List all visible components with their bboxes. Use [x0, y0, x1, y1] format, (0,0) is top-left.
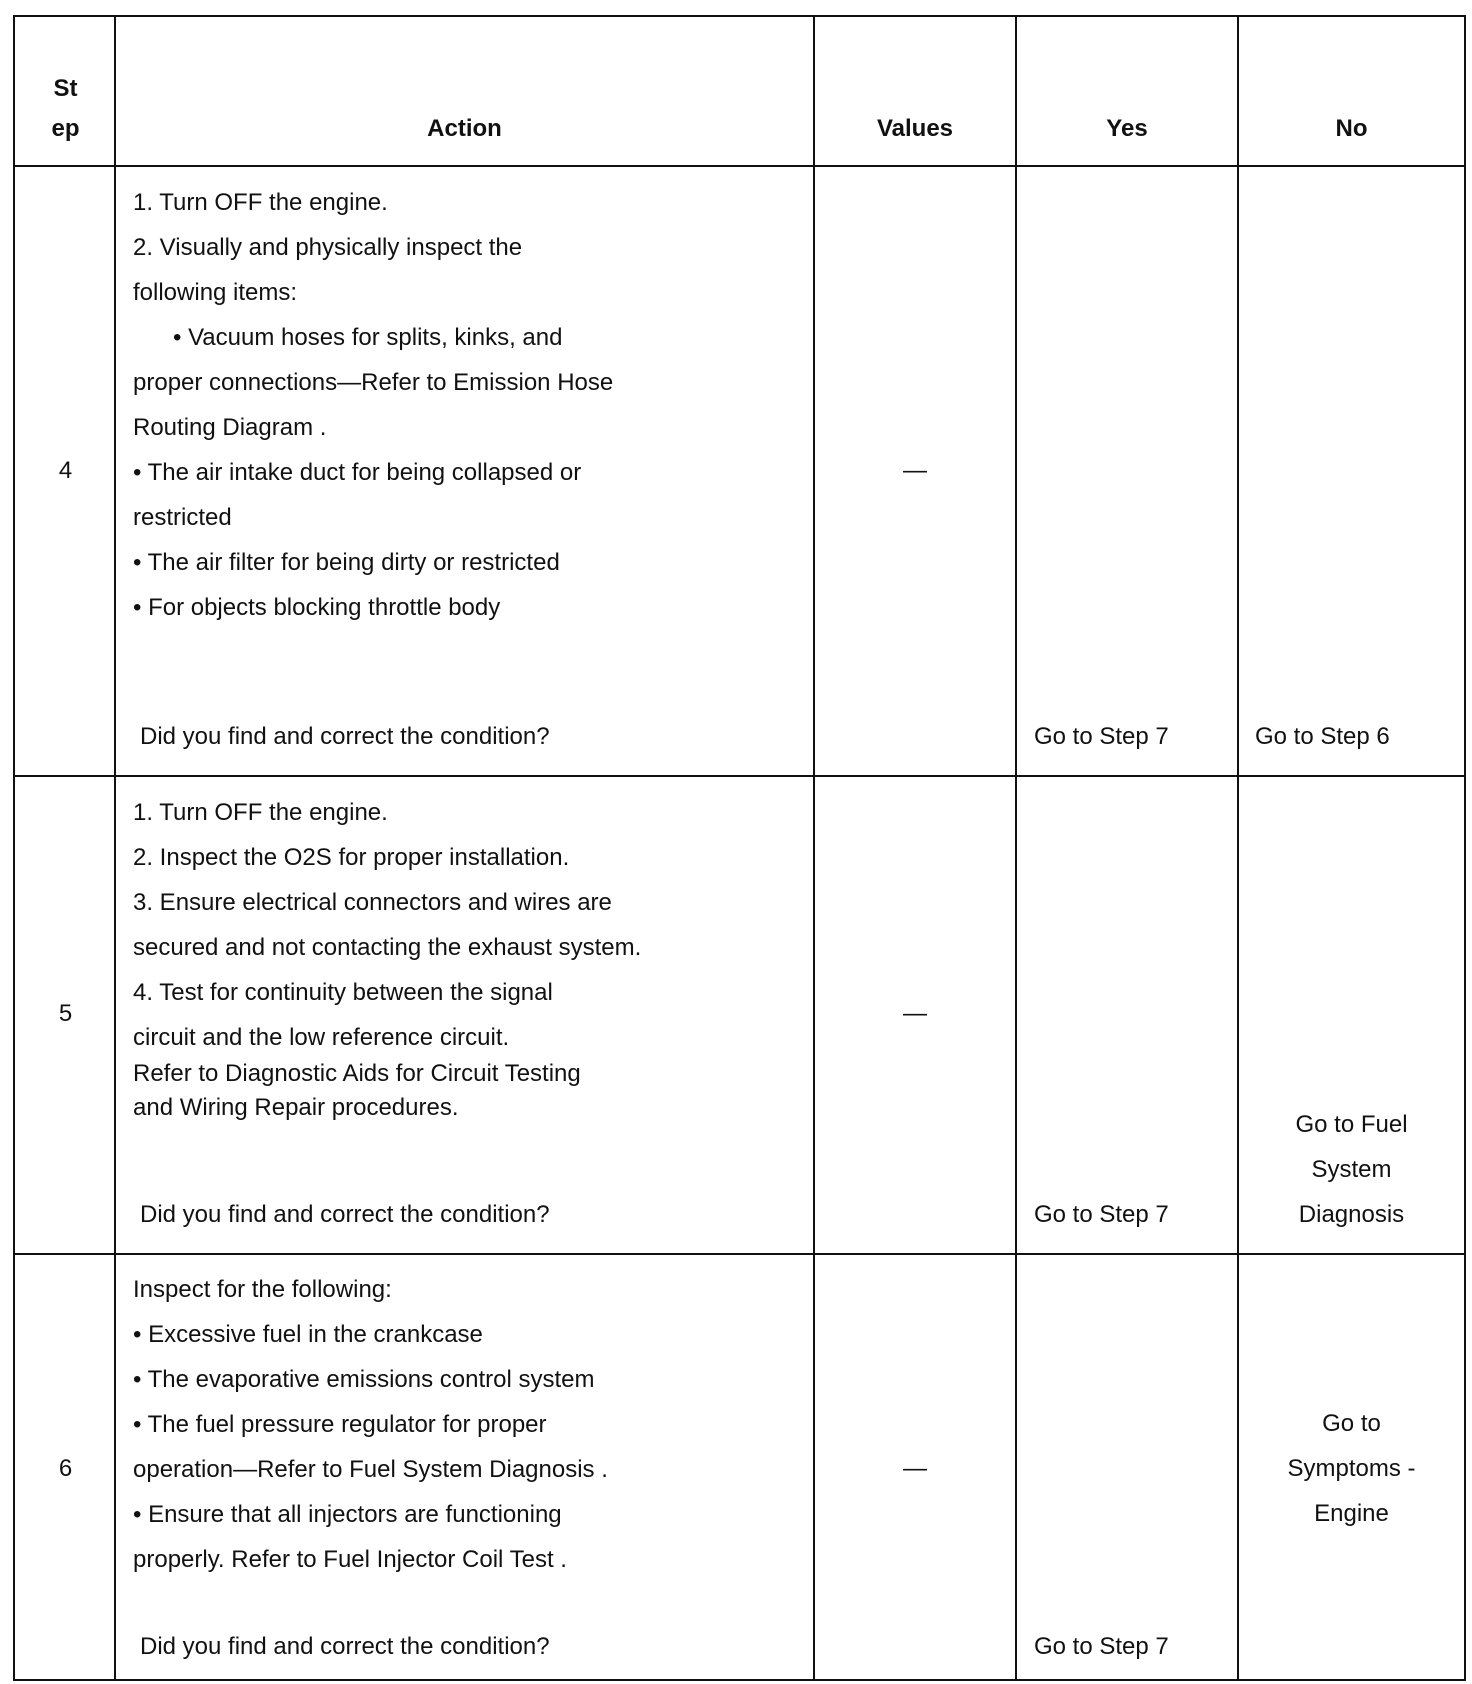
action-line: Refer to Diagnostic Aids for Circuit Testing	[133, 1060, 581, 1087]
step-number: 4	[58, 457, 73, 484]
no-cell-line: Engine	[1314, 1500, 1389, 1527]
no-cell-line: Diagnosis	[1298, 1201, 1405, 1228]
action-line: Routing Diagram .	[133, 414, 327, 441]
header-values: Values	[876, 115, 954, 142]
no-cell-line: Symptoms -	[1287, 1455, 1416, 1482]
action-line: restricted	[133, 504, 232, 531]
column-divider	[813, 17, 815, 1679]
column-divider	[1015, 17, 1017, 1679]
no-cell: Go to Step 6	[1255, 723, 1390, 750]
yes-cell: Go to Step 7	[1034, 723, 1169, 750]
action-line: operation—Refer to Fuel System Diagnosis .	[133, 1456, 608, 1483]
action-line: 4. Test for continuity between the signal	[133, 979, 553, 1006]
action-line: following items:	[133, 279, 298, 306]
header-action: Action	[427, 115, 502, 142]
step-number: 5	[58, 1000, 73, 1027]
value-cell: —	[903, 457, 927, 484]
action-line: • For objects blocking throttle body	[133, 594, 501, 621]
action-line: • Excessive fuel in the crankcase	[133, 1321, 483, 1348]
action-line: • The air filter for being dirty or restricted	[133, 549, 560, 576]
yes-cell: Go to Step 7	[1034, 1633, 1169, 1660]
row-divider	[15, 165, 1464, 167]
action-line: circuit and the low reference circuit.	[133, 1024, 510, 1051]
action-line: • The fuel pressure regulator for proper	[133, 1411, 547, 1438]
column-divider	[114, 17, 116, 1679]
row-divider	[15, 1253, 1464, 1255]
action-line: and Wiring Repair procedures.	[133, 1094, 459, 1121]
header-step-line-2: ep	[51, 115, 80, 142]
yes-cell: Go to Step 7	[1034, 1201, 1169, 1228]
action-line: • Ensure that all injectors are functioning	[133, 1501, 562, 1528]
header-step-line-1: St	[53, 75, 78, 102]
row-divider	[15, 775, 1464, 777]
action-line: • The air intake duct for being collapsed or	[133, 459, 582, 486]
action-line: 3. Ensure electrical connectors and wires are	[133, 889, 612, 916]
action-line: proper connections—Refer to Emission Hose	[133, 369, 614, 396]
action-line: • Vacuum hoses for splits, kinks, and	[173, 324, 563, 351]
action-question: Did you find and correct the condition?	[140, 1633, 550, 1660]
action-question: Did you find and correct the condition?	[140, 1201, 550, 1228]
action-line: 2. Inspect the O2S for proper installation.	[133, 844, 570, 871]
action-line: secured and not contacting the exhaust system.	[133, 934, 642, 961]
action-line: Inspect for the following:	[133, 1276, 392, 1303]
action-question: Did you find and correct the condition?	[140, 723, 550, 750]
step-number: 6	[58, 1455, 73, 1482]
header-no: No	[1335, 115, 1368, 142]
action-line: 1. Turn OFF the engine.	[133, 799, 388, 826]
action-line: 1. Turn OFF the engine.	[133, 189, 388, 216]
no-cell-line: Go to	[1322, 1410, 1381, 1437]
action-line: 2. Visually and physically inspect the	[133, 234, 523, 261]
no-cell-line: System	[1311, 1156, 1392, 1183]
value-cell: —	[903, 1000, 927, 1027]
no-cell-line: Go to Fuel	[1295, 1111, 1408, 1138]
action-line: • The evaporative emissions control system	[133, 1366, 595, 1393]
value-cell: —	[903, 1455, 927, 1482]
header-yes: Yes	[1106, 115, 1148, 142]
action-line: properly. Refer to Fuel Injector Coil Test .	[133, 1546, 567, 1573]
diagnostic-table	[13, 15, 1466, 1681]
